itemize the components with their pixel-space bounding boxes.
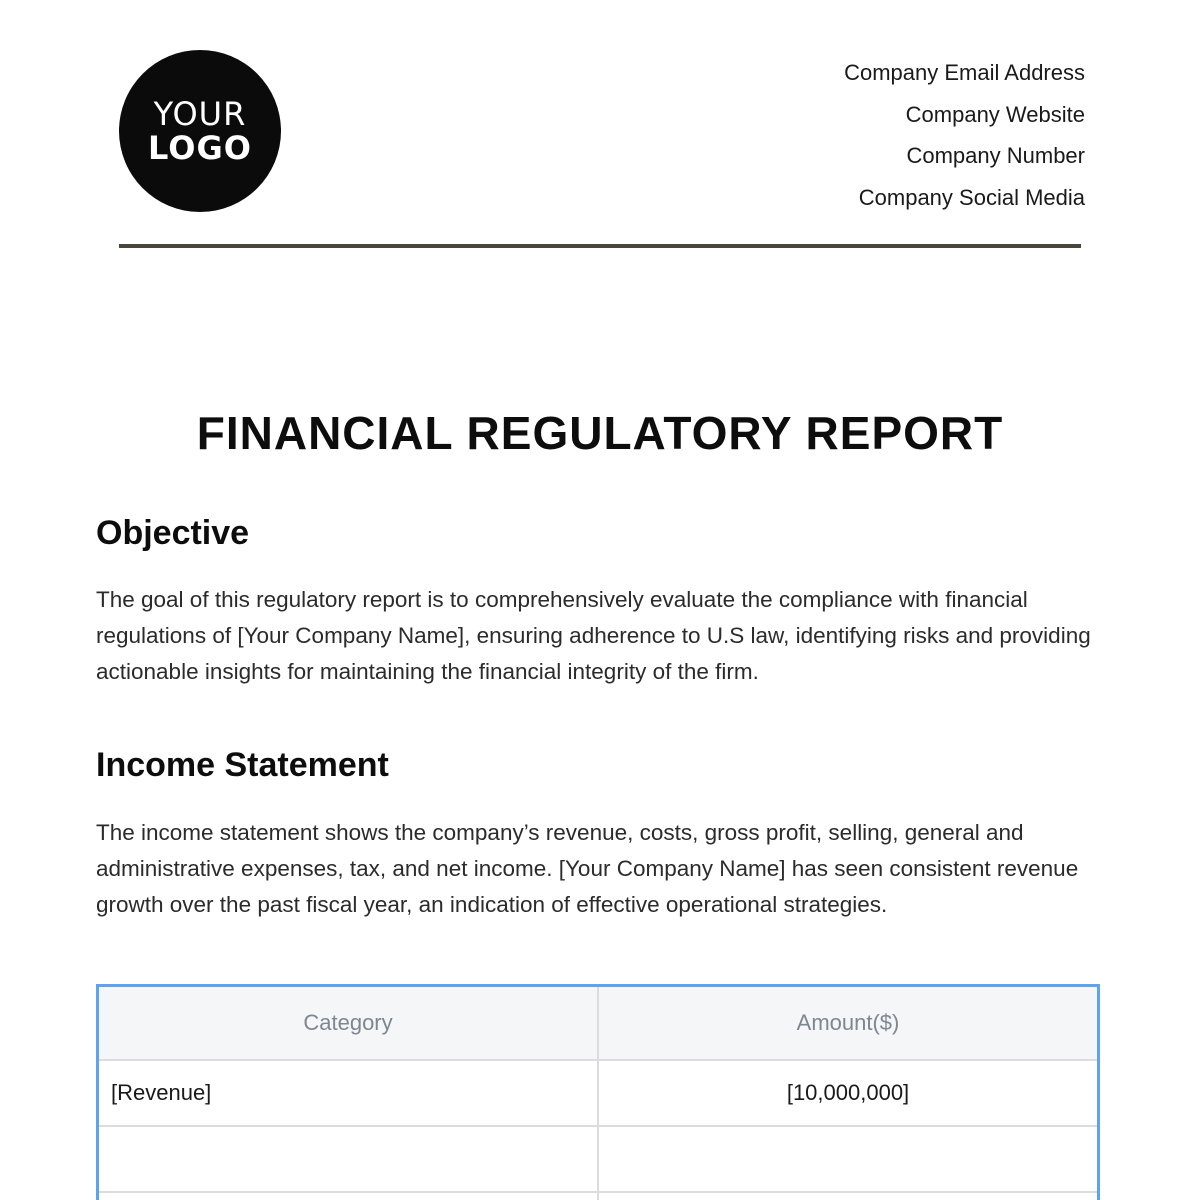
income-statement-paragraph: The income statement shows the company’s revenue, costs, gross profit, selling, general and administrative expenses, tax, and net income. [Your Company Name] has seen consistent revenue growth over the past fiscal year, an indication of effective operational strategies. (96, 820, 1079, 917)
logo-text-top: YOUR (153, 95, 247, 133)
table-cell-amount: [10,000,000] (598, 1060, 1097, 1126)
column-header-category: Category (99, 987, 598, 1060)
company-social-media: Company Social Media (858, 184, 1085, 210)
column-header-amount: Amount($) (598, 987, 1097, 1060)
company-email: Company Email Address (844, 60, 1085, 85)
company-contact-block (844, 52, 1085, 218)
table-row (99, 1192, 1097, 1200)
table-header-row (99, 987, 1097, 1060)
company-website: Company Website (905, 101, 1085, 127)
table-cell-category (99, 1126, 598, 1192)
company-logo (119, 50, 281, 212)
table-cell-category: [Revenue] (99, 1060, 598, 1126)
table-cell-category (99, 1192, 598, 1200)
logo-text-bottom: LOGO (148, 129, 252, 167)
table-cell-amount (598, 1126, 1097, 1192)
table-row (99, 1126, 1097, 1192)
objective-paragraph: The goal of this regulatory report is to comprehensively evaluate the compliance with financial regulations of [Your Company Name], ensuring adherence to U.S law, identifying risks and providing actionable insights for maintaining the financial integrity of the firm. (96, 587, 1091, 684)
document-title: FINANCIAL REGULATORY REPORT (196, 407, 1004, 459)
table-row (99, 1060, 1097, 1126)
objective-heading: Objective (96, 514, 250, 552)
table-cell-amount (598, 1192, 1097, 1200)
income-statement-heading: Income Statement (96, 746, 389, 784)
header-divider (119, 244, 1081, 248)
income-statement-table (96, 984, 1100, 1200)
company-number: Company Number (906, 143, 1085, 168)
